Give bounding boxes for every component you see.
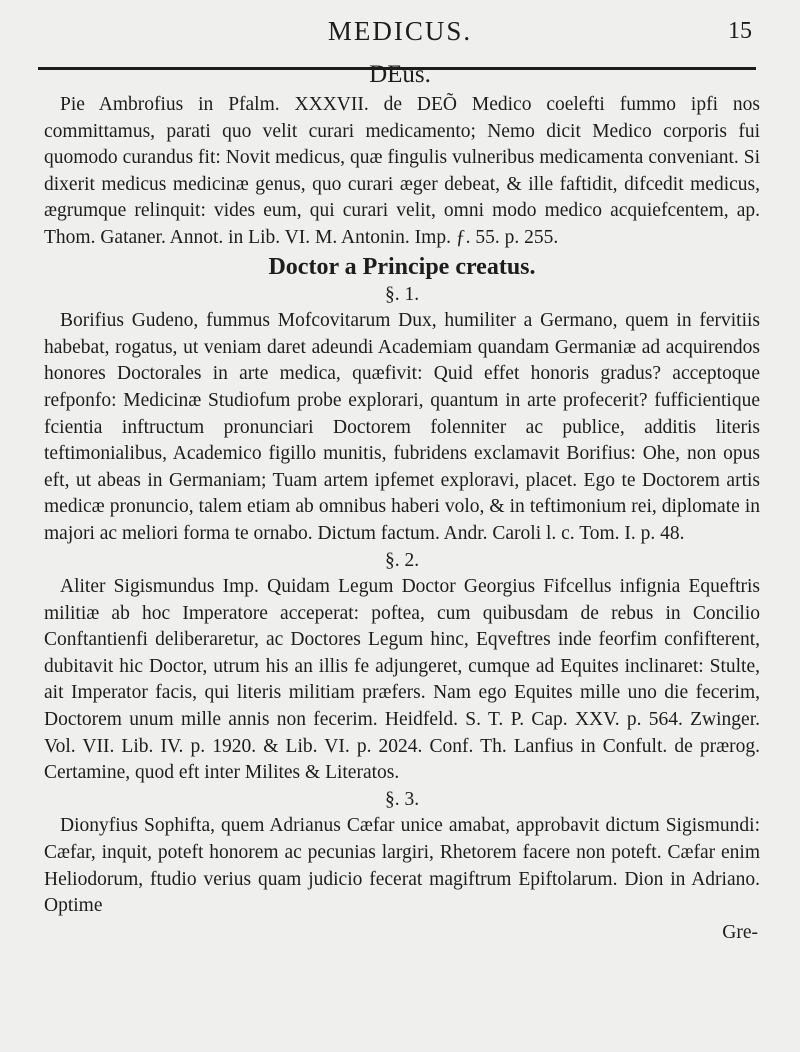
catchword: Gre- (722, 921, 758, 943)
paragraph-sigismund: Aliter Sigismundus Imp. Quidam Legum Doctor Georgius Fifcellus infignia Equeftris militiæ ab hoc Imperatore acceperat: poftea, cum quibusdam de rebus in Concilio Conftantienfi deliberaretur, ac Doctores Legum hinc, Eqveftres inde feorfim confifterent, dubitavit hic Doctor, utrum his an illis fe adjungeret, cumque ad Equites inclinaret: Stulte, ait Imperator facis, qui literis militiam præfers. Nam ego Equites mille uno die fecerim, Doctorem unum mille annis non fecerim. Heidfeld. S. T. P. Cap. XXV. p. 564. Zwinger. Vol. VII. Lib. IV. p. 1920. & Lib. VI. p. 2024. Conf. Th. Lanfius in Confult. de prærog. Certamine, quod eft inter Milites & Literatos. (44, 576, 760, 784)
running-title: MEDICUS. (327, 16, 473, 46)
section-heading: DEus. (369, 61, 431, 88)
subheading-doctor-created: Doctor a Principe creatus. (268, 253, 536, 280)
body-text (44, 92, 760, 946)
section-number-1: §. 1. (384, 283, 420, 305)
paragraph-ambrose: Pie Ambrofius in Pfalm. XXXVII. de DEÕ Medico coelefti fummo ipfi nos committamus, parati quo velit curari medicamento; Nemo dicit Medico corporis fui quomodo curandus fit: Novit medicus, quæ fingulis vulneribus medicamenta conveniant. Si dixerit medicus medicinæ genus, quo curari æger debeat, & ille faftidit, difcedit medicus, ægrumque relinquit: vides eum, qui curari velit, omni modo medico acquiefcentem, ap. Thom. Gataner. Annot. in Lib. VI. M. Antonin. Imp. ƒ. 55. p. 255. (44, 94, 760, 248)
section-number-2: §. 2. (384, 549, 420, 571)
running-head (0, 14, 800, 58)
page-number: 15 (728, 18, 752, 44)
section-number-3: §. 3. (384, 788, 420, 810)
paragraph-dionysius: Dionyfius Sophifta, quem Adrianus Cæfar unice amabat, approbavit dictum Sigismundi: Cæfar, inquit, poteft honorem ac pecunias largiri, Rhetorem facere non poteft. Cæfar enim Heliodorum, ftudio verius quam judicio fecerat magiftrum Epiftolarum. Dion in Adriano. Optime (44, 815, 760, 917)
paragraph-borisius: Borifius Gudeno, fummus Mofcovitarum Dux, humiliter a Germano, quem in fervitiis habebat, rogatus, ut veniam daret adeundi Academiam quandam Germaniæ ad acquirendos honores Doctorales in arte medica, quæfivit: Quid effet honoris gradus? acceptoque refponfo: Medicinæ Studiofum probe explorari, quantum in arte profecerit? fufficientique fcientia inftructum pronunciari Doctorem folenniter ac publice, additis literis teftimonialibus, Academico figillo munitis, fubridens exclamavit Borifius: Ohe, non opus eft, ut abeas in Germaniam; Tuam artem ipfemet exploravi, placet. Ego te Doctorem artis medicæ pronuncio, talem etiam ab omnibus haberi volo, & in teftimonium rei, diplomate in majori ac meliori forma te ornabo. Dictum factum. Andr. Caroli l. c. Tom. I. p. 48. (44, 310, 760, 544)
